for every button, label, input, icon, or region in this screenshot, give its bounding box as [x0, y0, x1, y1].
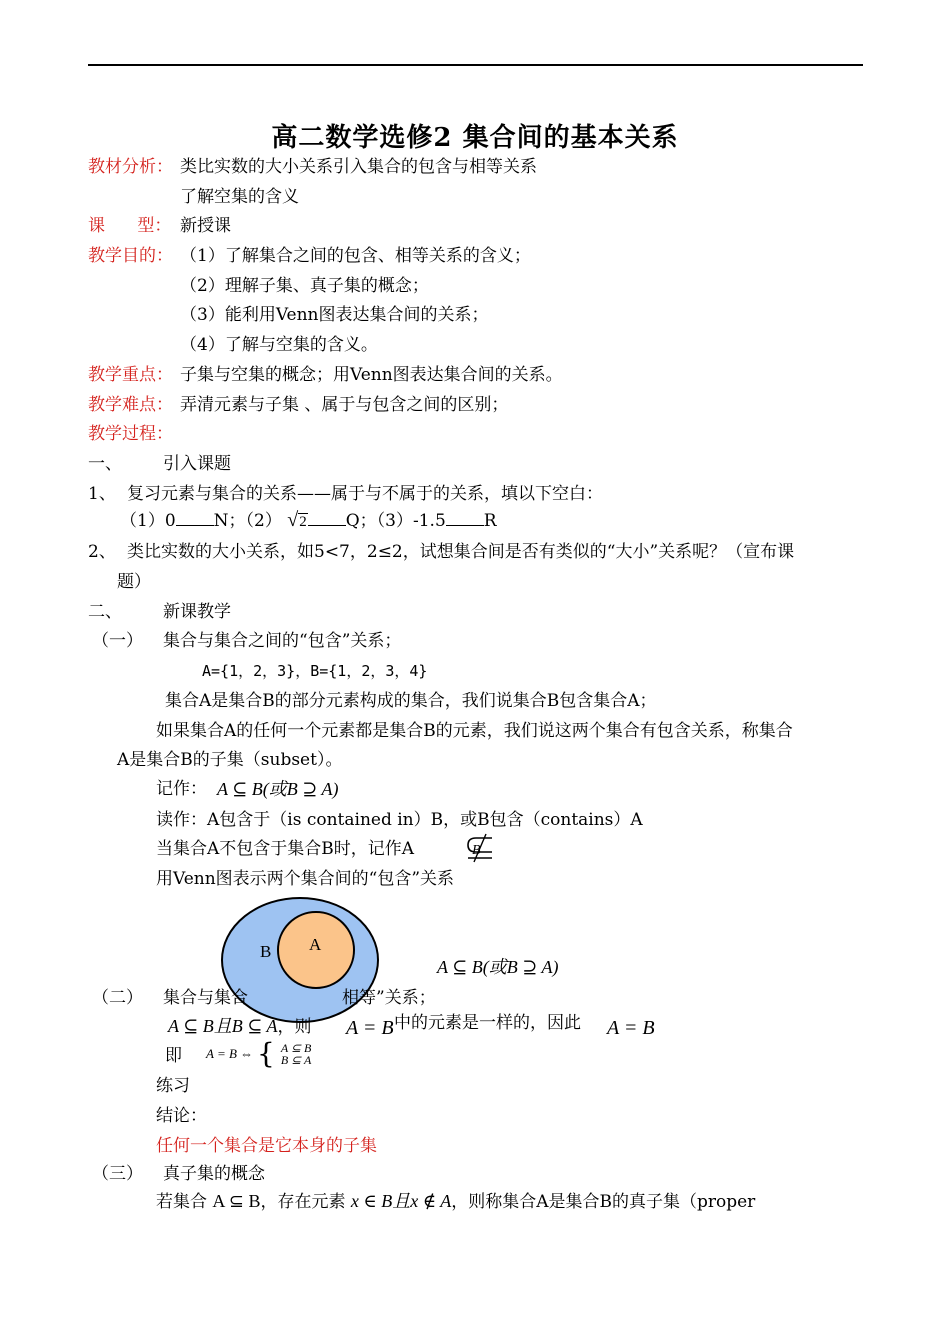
- difficulty-label: 教学难点：: [88, 395, 173, 415]
- venn-label-a: A: [309, 935, 322, 954]
- sqrt-expression: [287, 509, 307, 533]
- equivalence-left: A = B ⇔: [206, 1046, 254, 1061]
- equality-condition: A ⊆ B且B ⊆ A: [168, 1016, 278, 1036]
- sets-example: A={1，2，3}，B={1，2，3，4}: [202, 662, 428, 680]
- goal-item: （2）理解子集、真子集的概念；: [180, 276, 429, 296]
- not-subset-icon: [462, 832, 498, 864]
- fill-text: N；（2）: [213, 511, 282, 531]
- subsection-number: （一）: [92, 631, 143, 651]
- subsection-heading: 集合与集合: [163, 988, 248, 1008]
- goal-item: （4）了解与空集的含义。: [180, 335, 378, 355]
- notation-formula: A ⊆ B(或B ⊇ A): [217, 779, 339, 799]
- difficulty-value: 弄清元素与子集 、属于与包含之间的区别；: [180, 395, 509, 415]
- proper-subset-line: [156, 1190, 755, 1213]
- equivalence: [206, 1037, 312, 1070]
- subsection-heading: 相等”关系；: [342, 988, 436, 1008]
- fill-text: Q；（3）-1.5: [345, 511, 446, 531]
- subsection-heading: 集合与集合之间的“包含”关系；: [163, 631, 402, 651]
- equality-middle: A = B: [346, 1017, 394, 1039]
- section-heading: 新课教学: [163, 602, 231, 622]
- goal-item: （1）了解集合之间的包含、相等关系的含义；: [180, 246, 531, 266]
- not-subset-symbol: [462, 832, 498, 864]
- blank: [446, 511, 484, 526]
- notation-label: 记作：: [156, 779, 207, 799]
- page-title: 高二数学选修2 集合间的基本关系: [271, 123, 679, 153]
- subsection-heading: 真子集的概念: [163, 1164, 265, 1184]
- reading-line: 读作：A包含于（is contained in）B，或B包含（contains）A: [156, 810, 643, 830]
- item-number: 2、: [88, 542, 116, 562]
- practice-label: 练习: [156, 1076, 190, 1096]
- proper-text: ，存在元素: [260, 1192, 346, 1212]
- proper-formula: x ∈ B且x ∉ A: [350, 1191, 452, 1211]
- proper-text: ，则称集合A是集合B的真子集（proper: [451, 1192, 756, 1212]
- section-number: 一、: [88, 454, 122, 474]
- goal-label: 教学目的：: [88, 246, 173, 266]
- definition-line: 如果集合A的任何一个元素都是集合B的元素，我们说这两个集合有包含关系，称集合: [156, 721, 793, 741]
- equality-then: ，则: [277, 1017, 312, 1037]
- material-label: 教材分析：: [88, 157, 173, 177]
- section-number: 二、: [88, 602, 122, 622]
- brace-lines: [281, 1042, 312, 1066]
- item-text: 题）: [117, 572, 151, 592]
- ji-text: 即: [165, 1046, 182, 1066]
- brace-icon: {: [257, 1037, 275, 1070]
- goal-item: （3）能利用Venn图表达集合间的关系；: [180, 305, 489, 325]
- equality-text: 中的元素是一样的，因此: [394, 1013, 581, 1033]
- conclusion-label: 结论：: [156, 1106, 207, 1126]
- blank: [176, 511, 214, 526]
- type-label: 课 型：: [88, 216, 172, 236]
- item-text: 复习元素与集合的关系——属于与不属于的关系，填以下空白：: [127, 484, 603, 504]
- item-text: 类比实数的大小关系，如5<7，2≤2，试想集合间是否有类似的“大小”关系呢？（宣布课: [127, 542, 795, 562]
- item-number: 1、: [88, 484, 116, 504]
- blank: [308, 511, 346, 526]
- fill-in-line: [120, 509, 497, 533]
- not-subset-letter: B: [472, 843, 481, 858]
- key-value: 子集与空集的概念；用Venn图表达集合间的关系。: [180, 365, 563, 385]
- conclusion-text: 任何一个集合是它本身的子集: [156, 1136, 377, 1156]
- proper-formula: A ⊆ B: [212, 1191, 261, 1211]
- brace-line: B ⊆ A: [280, 1053, 312, 1067]
- venn-caption: A ⊆ B(或B ⊇ A): [437, 957, 559, 977]
- venn-label-b: B: [260, 942, 272, 961]
- fill-text: R: [483, 511, 497, 531]
- proper-text: 若集合: [156, 1192, 207, 1212]
- section-heading: 引入课题: [163, 454, 231, 474]
- brace-line: A ⊆ B: [280, 1041, 312, 1055]
- type-value: 新授课: [180, 216, 231, 236]
- subsection-number: （二）: [92, 988, 143, 1008]
- paragraph: 集合A是集合B的部分元素构成的集合，我们说集合B包含集合A；: [165, 691, 657, 711]
- venn-description: 用Venn图表示两个集合间的“包含”关系: [156, 869, 455, 889]
- equality-line: [168, 1015, 312, 1038]
- subsection-number: （三）: [92, 1164, 143, 1184]
- key-label: 教学重点：: [88, 365, 173, 385]
- process-label: 教学过程：: [88, 424, 173, 444]
- fill-text: （1）0: [120, 511, 176, 531]
- equality-result: A = B: [607, 1017, 655, 1039]
- radical-icon: √: [287, 509, 299, 531]
- material-line-2: 了解空集的含义: [180, 187, 299, 207]
- not-contained-text: 当集合A不包含于集合B时，记作A: [156, 839, 415, 859]
- material-line-1: 类比实数的大小关系引入集合的包含与相等关系: [180, 157, 537, 177]
- radicand: 2: [299, 514, 307, 530]
- header-rule: [88, 64, 863, 66]
- definition-line: A是集合B的子集（subset）。: [117, 750, 343, 770]
